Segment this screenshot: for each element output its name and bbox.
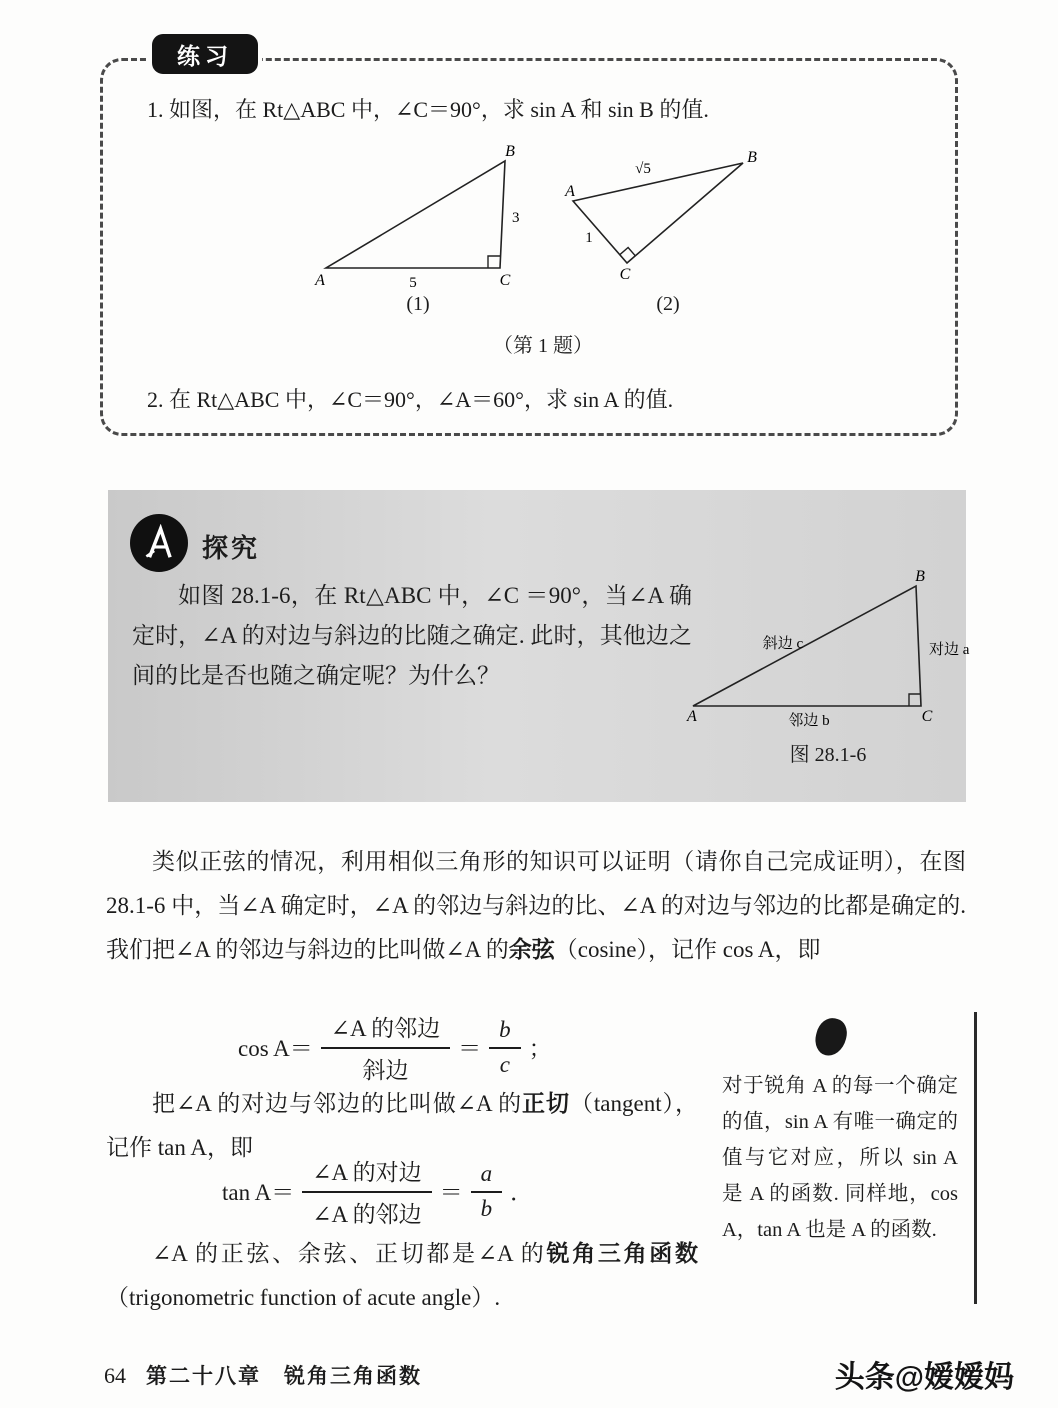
para2-text: 把∠A 的对边与邻边的比叫做∠A 的 [152,1091,523,1116]
vertex-label-a: A [315,272,325,289]
vertex-label-b: B [915,568,925,585]
cos-denominator-letter: c [499,1052,510,1077]
vertex-label-a: A [565,183,575,200]
chapter-title: 第二十八章 锐角三角函数 [146,1365,422,1388]
opposite-side-label: 对边 a [929,642,970,658]
ink-blot [812,1015,850,1059]
cos-fraction-words [321,1008,450,1085]
equals-sign: ＝ [458,1036,482,1061]
triangle-outline [693,586,921,706]
triangle-figure-28-1-6 [683,568,973,728]
vertex-label-b: B [747,149,757,166]
side-label-bc: 3 [512,210,520,226]
cos-fraction-letters [489,1015,521,1078]
practice-box [100,58,958,436]
compass-icon [130,514,188,572]
tangent-formula [222,1152,533,1229]
figures-group-caption: （第 1 题） [493,335,593,357]
para1-text-tail: （cosine），记作 cos A，即 [554,937,821,962]
page-number: 64 [104,1363,126,1388]
explore-heading: 探究 [202,533,261,563]
compass-icon-glyph [140,524,178,562]
cos-numerator: ∠A 的邻边 [321,1008,450,1049]
equals-sign: ＝ [439,1180,463,1205]
watermark: 头条@嫒嫒妈 [834,1361,1014,1394]
vertex-label-a: A [687,708,697,725]
cos-lhs: cos A＝ [238,1036,313,1061]
explore-question: 如图 28.1-6，在 Rt△ABC 中，∠C ＝90°，当∠A 确定时，∠A 的对边与斜边的比随之确定. 此时，其他边之间的比是否也随之确定呢？为什么？ [132,583,692,688]
right-angle-mark [620,248,636,256]
problem-2: 2. 在 Rt△ABC 中，∠C＝90°，∠A＝60°，求 sin A 的值. [147,387,674,412]
para3-text-tail: （trigonometric function of acute angle）. [106,1285,501,1310]
adjacent-side-label: 邻边 b [788,713,830,728]
explore-section [108,490,970,802]
vertex-label-c: C [921,708,933,725]
cosine-formula [238,1008,552,1085]
problem-1: 1. 如图，在 Rt△ABC 中，∠C＝90°，求 sin A 和 sin B 的值. [147,97,709,122]
tan-denominator-letter: b [480,1196,493,1221]
para2-text-tail: （tangent），记作 tan A，即 [106,1091,699,1160]
acute-trig-term: 锐角三角函数 [546,1241,698,1266]
figure-1-caption: (1) [406,293,430,315]
practice-tab-label: 练习 [152,34,258,74]
tan-lhs: tan A＝ [222,1180,295,1205]
vertex-label-b: B [505,143,515,160]
triangle-figure-1 [308,143,528,293]
paragraph-cosine-definition [106,840,966,972]
margin-note [712,1012,977,1304]
hypotenuse-label: 斜边 c [762,636,804,652]
margin-note-text: 对于锐角 A 的每一个确定的值，sin A 有唯一确定的值与它对应，所以 sin A 是 A 的函数. 同样地，cos A，tan A 也是 A 的函数. [722,1075,958,1241]
tan-denominator: ∠A 的邻边 [312,1202,422,1227]
para1-text: 类似正弦的情况，利用相似三角形的知识可以证明（请你自己完成证明），在图 28.1-6 中，当∠A 确定时，∠A 的邻边与斜边的比、∠A 的对边与邻边的比都是确定的. 我们把∠A 的邻边与斜边的比叫做∠A 的 [106,849,966,962]
para3-text: ∠A 的正弦、余弦、正切都是∠A 的 [152,1241,547,1266]
side-label-ab: √5 [635,161,651,177]
tan-numerator-letter: a [471,1159,503,1193]
right-angle-mark [909,694,921,706]
side-label-ac: 5 [409,275,417,291]
tan-fraction-words [302,1152,431,1229]
tan-fraction-letters [471,1159,503,1222]
tan-numerator: ∠A 的对边 [302,1152,431,1193]
right-angle-mark [488,256,500,268]
formula-punctuation: ． [510,1180,534,1205]
triangle-figure-2 [563,149,773,281]
side-label-ac: 1 [585,230,593,246]
cosine-term: 余弦 [508,937,555,962]
cos-numerator-letter: b [489,1015,521,1049]
vertex-label-c: C [619,266,631,281]
formula-punctuation: ； [528,1036,552,1061]
figure-2-caption: (2) [656,293,680,315]
triangle-2-outline [573,163,743,263]
cos-denominator: 斜边 [362,1058,409,1083]
paragraph-trig-functions [106,1232,698,1320]
tangent-term: 正切 [522,1091,570,1116]
figure-28-1-6-caption: 图 28.1-6 [789,744,867,766]
vertex-label-c: C [499,272,511,289]
page-footer [104,1360,422,1390]
triangle-1-outline [326,161,505,268]
